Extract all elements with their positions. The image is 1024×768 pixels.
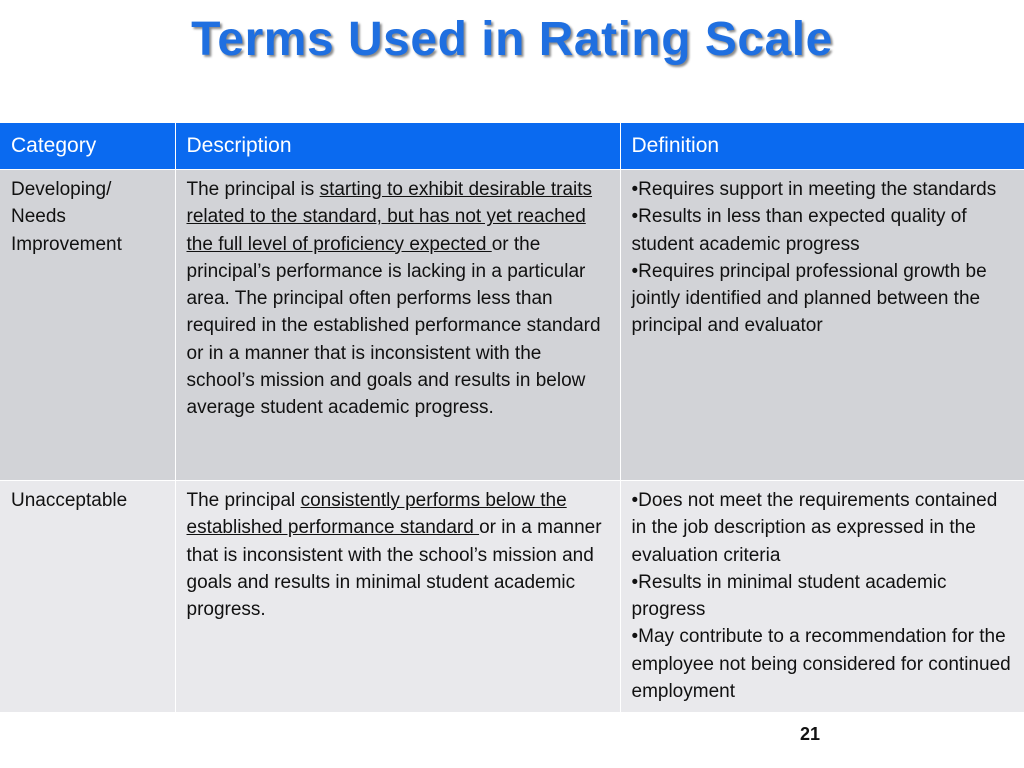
definition-item: • May contribute to a recommendation for the employee not being considered for continued employment xyxy=(632,623,1015,705)
header-definition: Definition xyxy=(620,123,1024,170)
description-lead: The principal xyxy=(186,490,301,511)
description-rest: or in a manner that is inconsistent with the school’s mission and goals and results in minimal student academic progress. xyxy=(186,517,602,621)
definition-item: • Does not meet the requirements contained in the job description as expressed in the evaluation criteria xyxy=(632,487,1015,569)
table-header-row xyxy=(0,123,1024,170)
category-cell: Unacceptable xyxy=(0,481,175,713)
rating-scale-table xyxy=(0,123,1024,712)
definition-item: • Results in minimal student academic progress xyxy=(632,569,1015,624)
page-number: 21 xyxy=(799,724,821,744)
description-cell xyxy=(175,481,620,713)
definition-list xyxy=(632,176,1015,340)
header-category: Category xyxy=(0,123,175,170)
description-rest: or the principal’s performance is lacking in a particular area. The principal often performs less than required in the established performance standard or in a manner that is inconsistent with the school’s mission and goals and results in below average student academic progress. xyxy=(186,233,601,419)
definition-cell xyxy=(620,170,1024,481)
description-underlined: starting to exhibit desirable traits related to the standard, but has not yet reached the full level of proficiency expected xyxy=(186,179,593,255)
slide-title: Terms Used in Rating Scale xyxy=(191,13,833,66)
definition-item: • Requires principal professional growth be jointly identified and planned between the principal and evaluator xyxy=(632,258,1015,340)
definition-item: • Requires support in meeting the standards xyxy=(632,176,1015,203)
category-cell: Developing/ Needs Improvement xyxy=(0,170,175,481)
definition-cell xyxy=(620,481,1024,713)
header-description: Description xyxy=(175,123,620,170)
description-cell xyxy=(175,170,620,481)
definition-item: • Results in less than expected quality of student academic progress xyxy=(632,203,1015,258)
description-lead: The principal is xyxy=(186,179,320,200)
table-row xyxy=(0,170,1024,481)
description-underlined: consistently performs below the established performance standard xyxy=(186,490,567,539)
definition-list xyxy=(632,487,1015,705)
table-row xyxy=(0,481,1024,713)
